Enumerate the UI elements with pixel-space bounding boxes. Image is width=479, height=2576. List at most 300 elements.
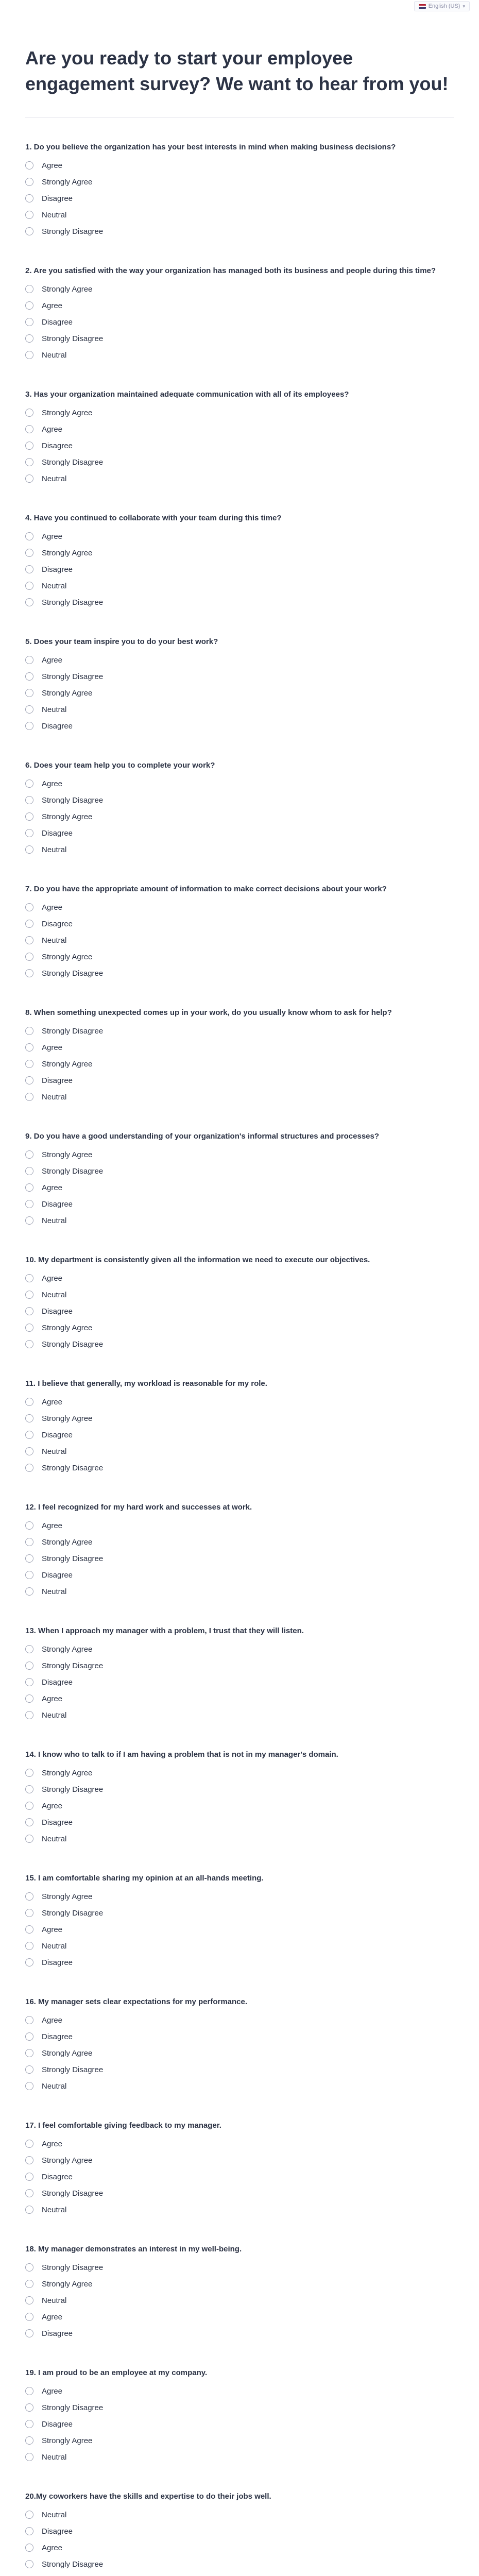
radio-option[interactable] [25,668,454,685]
radio-option[interactable] [25,775,454,792]
radio-option[interactable] [25,2416,454,2432]
radio-option-label: Strongly Agree [42,548,93,557]
radio-option[interactable] [25,2168,454,2185]
radio-option[interactable] [25,1567,454,1583]
radio-option[interactable] [25,1550,454,1567]
radio-button[interactable] [25,1835,33,1843]
question-label: 4. Have you continued to collaborate with your team during this time? [25,514,282,522]
radio-option[interactable] [25,1674,454,1690]
survey-question [25,885,454,981]
radio-option[interactable] [25,2556,454,2572]
radio-option-label: Neutral [42,1587,67,1596]
radio-button[interactable] [25,1447,33,1455]
radio-option[interactable] [25,1765,454,1781]
survey-question [25,761,454,858]
radio-option[interactable] [25,594,454,611]
survey-question [25,2368,454,2465]
radio-option[interactable] [25,454,454,470]
radio-option-label: Strongly Disagree [42,2263,104,2272]
radio-option-label: Strongly Agree [42,1537,93,1547]
radio-option-label: Strongly Disagree [42,2403,104,2412]
radio-option[interactable] [25,561,454,578]
radio-option-label: Strongly Disagree [42,1661,104,1670]
radio-button[interactable] [25,334,33,343]
radio-option-label: Strongly Disagree [42,598,104,607]
radio-option-label: Agree [42,1521,63,1530]
radio-button[interactable] [25,1694,33,1703]
question-label: 10. My department is consistently given all the information we need to execute our objectives. [25,1256,370,1264]
radio-option-label: Strongly Disagree [42,2560,104,2569]
radio-button[interactable] [25,845,33,854]
radio-option-label: Disagree [42,2172,73,2181]
radio-button[interactable] [25,227,33,235]
radio-button[interactable] [25,2329,33,2337]
survey-question [25,1256,454,1352]
radio-option[interactable] [25,916,454,932]
radio-option[interactable] [25,1443,454,1460]
language-label: English (US) [428,3,460,9]
question-label: 13. When I approach my manager with a problem, I trust that they will listen. [25,1626,304,1635]
radio-option[interactable] [25,2152,454,2168]
radio-option-label: Neutral [42,1447,67,1456]
radio-option[interactable] [25,2309,454,2325]
radio-option-label: Neutral [42,2510,67,2519]
radio-option-label: Disagree [42,2032,73,2041]
radio-button[interactable] [25,2560,33,2568]
radio-option-label: Neutral [42,581,67,590]
survey-question [25,1997,454,2094]
radio-option[interactable] [25,685,454,701]
radio-option[interactable] [25,1921,454,1938]
survey-question [25,1874,454,1971]
radio-option-label: Strongly Disagree [42,1026,104,1036]
radio-button[interactable] [25,672,33,681]
radio-button[interactable] [25,565,33,573]
radio-button[interactable] [25,2263,33,2272]
radio-option[interactable] [25,1072,454,1089]
radio-option[interactable] [25,314,454,330]
radio-option[interactable] [25,808,454,825]
radio-button[interactable] [25,1571,33,1579]
radio-option-label: Strongly Disagree [42,795,104,805]
survey-question [25,1379,454,1476]
radio-option-label: Disagree [42,1307,73,1316]
question-label: 16. My manager sets clear expectations for my performance. [25,1997,248,2006]
question-label: 20.My coworkers have the skills and expertise to do their jobs well. [25,2492,271,2501]
radio-option[interactable] [25,1179,454,1196]
radio-option[interactable] [25,1460,454,1476]
radio-option-label: Strongly Agree [42,1414,93,1423]
radio-button[interactable] [25,2065,33,2074]
radio-button[interactable] [25,705,33,714]
radio-button[interactable] [25,2527,33,2535]
radio-option[interactable] [25,207,454,223]
radio-option-label: Agree [42,532,63,541]
radio-option[interactable] [25,2078,454,2094]
radio-option[interactable] [25,2276,454,2292]
radio-option[interactable] [25,2572,454,2576]
survey-question [25,637,454,734]
radio-option[interactable] [25,2028,454,2045]
radio-button[interactable] [25,598,33,606]
radio-option[interactable] [25,545,454,561]
radio-button[interactable] [25,2296,33,2304]
radio-option-label: Agree [42,2015,63,2025]
radio-option[interactable] [25,1336,454,1352]
radio-option[interactable] [25,1814,454,1831]
radio-option-label: Neutral [42,2296,67,2305]
radio-option[interactable] [25,1583,454,1600]
radio-option[interactable] [25,2061,454,2078]
radio-option[interactable] [25,932,454,948]
radio-option[interactable] [25,1039,454,1056]
radio-button[interactable] [25,1711,33,1719]
survey-question [25,2492,454,2576]
radio-option-label: Agree [42,779,63,788]
radio-option[interactable] [25,330,454,347]
radio-option[interactable] [25,1641,454,1657]
radio-option[interactable] [25,347,454,363]
survey-question [25,2121,454,2218]
radio-option-label: Strongly Agree [42,688,93,698]
radio-option-label: Strongly Agree [42,2048,93,2058]
radio-option[interactable] [25,1905,454,1921]
radio-option[interactable] [25,792,454,808]
radio-option-label: Strongly Agree [42,1059,93,1069]
radio-option[interactable] [25,2399,454,2416]
radio-button[interactable] [25,1027,33,1035]
radio-button[interactable] [25,689,33,697]
radio-button[interactable] [25,953,33,961]
radio-option[interactable] [25,223,454,240]
radio-option[interactable] [25,421,454,437]
survey-question [25,266,454,363]
radio-button[interactable] [25,285,33,293]
survey-question [25,143,454,240]
survey-question [25,1750,454,1847]
radio-option[interactable] [25,1270,454,1286]
radio-button[interactable] [25,1167,33,1175]
radio-button[interactable] [25,1785,33,1793]
radio-option-label: Neutral [42,474,67,483]
radio-button[interactable] [25,829,33,837]
radio-option-label: Disagree [42,565,73,574]
radio-option[interactable] [25,2539,454,2556]
radio-option-label: Neutral [42,845,67,854]
radio-button[interactable] [25,2511,33,2519]
radio-option[interactable] [25,652,454,668]
radio-option-label: Strongly Disagree [42,1554,104,1563]
radio-option-label: Disagree [42,919,73,928]
radio-option-label: Disagree [42,1677,73,1687]
radio-button[interactable] [25,211,33,219]
radio-button[interactable] [25,549,33,557]
radio-button[interactable] [25,2156,33,2164]
question-label: 14. I know who to talk to if I am having a problem that is not in my manager's domain. [25,1750,338,1759]
radio-button[interactable] [25,1324,33,1332]
radio-option-label: Neutral [42,350,67,360]
radio-option[interactable] [25,281,454,297]
radio-option[interactable] [25,190,454,207]
radio-option-label: Strongly Agree [42,284,93,294]
chevron-down-icon: ▾ [463,3,465,9]
radio-button[interactable] [25,722,33,730]
radio-button[interactable] [25,2544,33,2552]
question-list [25,143,454,2576]
radio-option[interactable] [25,825,454,841]
radio-button[interactable] [25,2140,33,2148]
radio-option-label: Neutral [42,1290,67,1299]
radio-option[interactable] [25,1427,454,1443]
radio-option[interactable] [25,1410,454,1427]
radio-button[interactable] [25,2313,33,2321]
title-divider [25,117,454,118]
radio-option[interactable] [25,1888,454,1905]
radio-option[interactable] [25,899,454,916]
survey-form [8,45,471,2576]
radio-button[interactable] [25,796,33,804]
radio-option[interactable] [25,2432,454,2449]
radio-option-label: Disagree [42,1430,73,1439]
radio-button[interactable] [25,812,33,821]
radio-button[interactable] [25,2206,33,2214]
radio-option-label: Neutral [42,210,67,219]
radio-button[interactable] [25,2453,33,2461]
radio-option-label: Disagree [42,1958,73,1967]
radio-option-label: Strongly Disagree [42,334,104,343]
radio-option[interactable] [25,1089,454,1105]
radio-option[interactable] [25,1781,454,1798]
radio-option[interactable] [25,1938,454,1954]
radio-option[interactable] [25,297,454,314]
radio-button[interactable] [25,779,33,788]
radio-button[interactable] [25,2173,33,2181]
radio-button[interactable] [25,2280,33,2288]
radio-option-label: Strongly Agree [42,2156,93,2165]
radio-option[interactable] [25,1163,454,1179]
radio-option[interactable] [25,1394,454,1410]
radio-button[interactable] [25,1414,33,1422]
radio-option[interactable] [25,1023,454,1039]
radio-button[interactable] [25,161,33,170]
radio-option[interactable] [25,2506,454,2523]
radio-option[interactable] [25,174,454,190]
radio-button[interactable] [25,582,33,590]
radio-option-label: Strongly Agree [42,1150,93,1159]
radio-button[interactable] [25,1200,33,1208]
radio-option[interactable] [25,1798,454,1814]
radio-button[interactable] [25,2016,33,2024]
radio-button[interactable] [25,1892,33,1901]
question-label: 8. When something unexpected comes up in your work, do you usually know whom to ask for help? [25,1008,392,1017]
radio-button[interactable] [25,2436,33,2445]
radio-option[interactable] [25,1690,454,1707]
radio-button[interactable] [25,1678,33,1686]
radio-button[interactable] [25,2032,33,2041]
radio-button[interactable] [25,532,33,540]
radio-button[interactable] [25,425,33,433]
radio-option[interactable] [25,528,454,545]
radio-option-label: Neutral [42,1710,67,1720]
radio-button[interactable] [25,409,33,417]
radio-button[interactable] [25,301,33,310]
radio-option-label: Agree [42,2386,63,2396]
radio-option[interactable] [25,1319,454,1336]
radio-button[interactable] [25,903,33,911]
radio-option[interactable] [25,470,454,487]
radio-button[interactable] [25,178,33,186]
radio-option[interactable] [25,2259,454,2276]
radio-button[interactable] [25,2189,33,2197]
radio-option[interactable] [25,2292,454,2309]
radio-option[interactable] [25,1303,454,1319]
radio-option-label: Agree [42,903,63,912]
radio-button[interactable] [25,2420,33,2428]
radio-option-label: Agree [42,161,63,170]
radio-button[interactable] [25,318,33,326]
survey-question [25,1626,454,1723]
radio-option[interactable] [25,1707,454,1723]
radio-option-label: Agree [42,655,63,665]
radio-button[interactable] [25,1060,33,1068]
radio-option[interactable] [25,437,454,454]
us-flag-icon [419,4,426,9]
radio-button[interactable] [25,351,33,359]
radio-option-label: Strongly Agree [42,2279,93,2289]
survey-question [25,1008,454,1105]
radio-option-label: Neutral [42,1216,67,1225]
radio-button[interactable] [25,1093,33,1101]
radio-button[interactable] [25,2049,33,2057]
radio-option[interactable] [25,578,454,594]
radio-option[interactable] [25,965,454,981]
radio-option[interactable] [25,2012,454,2028]
question-label: 11. I believe that generally, my workload is reasonable for my role. [25,1379,267,1388]
radio-option[interactable] [25,2523,454,2539]
radio-option-label: Disagree [42,1570,73,1580]
question-label: 3. Has your organization maintained adequate communication with all of its employees? [25,390,349,399]
radio-option-label: Strongly Agree [42,1323,93,1332]
radio-button[interactable] [25,1538,33,1546]
question-label: 9. Do you have a good understanding of your organization's informal structures and processes? [25,1132,380,1141]
radio-option[interactable] [25,701,454,718]
radio-button[interactable] [25,1958,33,1967]
radio-option[interactable] [25,1657,454,1674]
radio-button[interactable] [25,1662,33,1670]
survey-question [25,2245,454,2342]
radio-option[interactable] [25,1954,454,1971]
radio-option-label: Agree [42,1925,63,1934]
radio-option-label: Agree [42,2139,63,2148]
radio-option[interactable] [25,2383,454,2399]
radio-option-label: Disagree [42,441,73,450]
radio-option-label: Agree [42,425,63,434]
radio-button[interactable] [25,474,33,483]
radio-button[interactable] [25,1925,33,1934]
radio-button[interactable] [25,1307,33,1315]
radio-button[interactable] [25,1150,33,1159]
question-label: 2. Are you satisfied with the way your organization has managed both its business and people during this time? [25,266,436,275]
radio-option[interactable] [25,2325,454,2342]
radio-option[interactable] [25,1517,454,1534]
radio-button[interactable] [25,442,33,450]
radio-option[interactable] [25,404,454,421]
radio-option[interactable] [25,2045,454,2061]
radio-button[interactable] [25,1802,33,1810]
question-label: 15. I am comfortable sharing my opinion at an all-hands meeting. [25,1874,264,1883]
radio-button[interactable] [25,1909,33,1917]
radio-button[interactable] [25,1340,33,1348]
radio-option[interactable] [25,841,454,858]
radio-button[interactable] [25,656,33,664]
radio-option[interactable] [25,1196,454,1212]
radio-button[interactable] [25,1431,33,1439]
radio-button[interactable] [25,1521,33,1530]
radio-button[interactable] [25,1645,33,1653]
radio-option-label: Neutral [42,1834,67,1843]
radio-option[interactable] [25,718,454,734]
radio-option[interactable] [25,1831,454,1847]
radio-option[interactable] [25,157,454,174]
radio-option-label: Strongly Agree [42,1892,93,1901]
radio-button[interactable] [25,1587,33,1596]
radio-option-label: Strongly Disagree [42,1463,104,1472]
radio-option-label: Strongly Disagree [42,227,104,236]
radio-option[interactable] [25,1534,454,1550]
radio-option-label: Disagree [42,1199,73,1209]
radio-option[interactable] [25,1286,454,1303]
language-selector[interactable] [414,1,470,11]
radio-option[interactable] [25,1056,454,1072]
radio-option[interactable] [25,2185,454,2201]
radio-button[interactable] [25,194,33,202]
radio-option[interactable] [25,1146,454,1163]
radio-option[interactable] [25,2201,454,2218]
radio-option[interactable] [25,2449,454,2465]
radio-button[interactable] [25,1769,33,1777]
radio-button[interactable] [25,1216,33,1225]
radio-button[interactable] [25,1043,33,1052]
radio-button[interactable] [25,920,33,928]
radio-button[interactable] [25,2403,33,2412]
question-label: 5. Does your team inspire you to do your best work? [25,637,218,646]
radio-button[interactable] [25,1076,33,1084]
radio-button[interactable] [25,969,33,977]
survey-question [25,1132,454,1229]
radio-button[interactable] [25,1291,33,1299]
radio-option-label: Neutral [42,2205,67,2214]
radio-button[interactable] [25,1398,33,1406]
radio-button[interactable] [25,1183,33,1192]
radio-option[interactable] [25,948,454,965]
radio-option-label: Disagree [42,2419,73,2429]
radio-option[interactable] [25,1212,454,1229]
radio-option[interactable] [25,2136,454,2152]
radio-button[interactable] [25,458,33,466]
radio-button[interactable] [25,1818,33,1826]
radio-button[interactable] [25,1464,33,1472]
radio-button[interactable] [25,2082,33,2090]
radio-button[interactable] [25,1274,33,1282]
radio-option-label: Agree [42,1801,63,1810]
radio-option-label: Strongly Disagree [42,1785,104,1794]
radio-button[interactable] [25,2387,33,2395]
radio-button[interactable] [25,1942,33,1950]
radio-option-label: Strongly Agree [42,408,93,417]
radio-button[interactable] [25,1554,33,1563]
radio-option-label: Agree [42,2543,63,2552]
radio-button[interactable] [25,936,33,944]
